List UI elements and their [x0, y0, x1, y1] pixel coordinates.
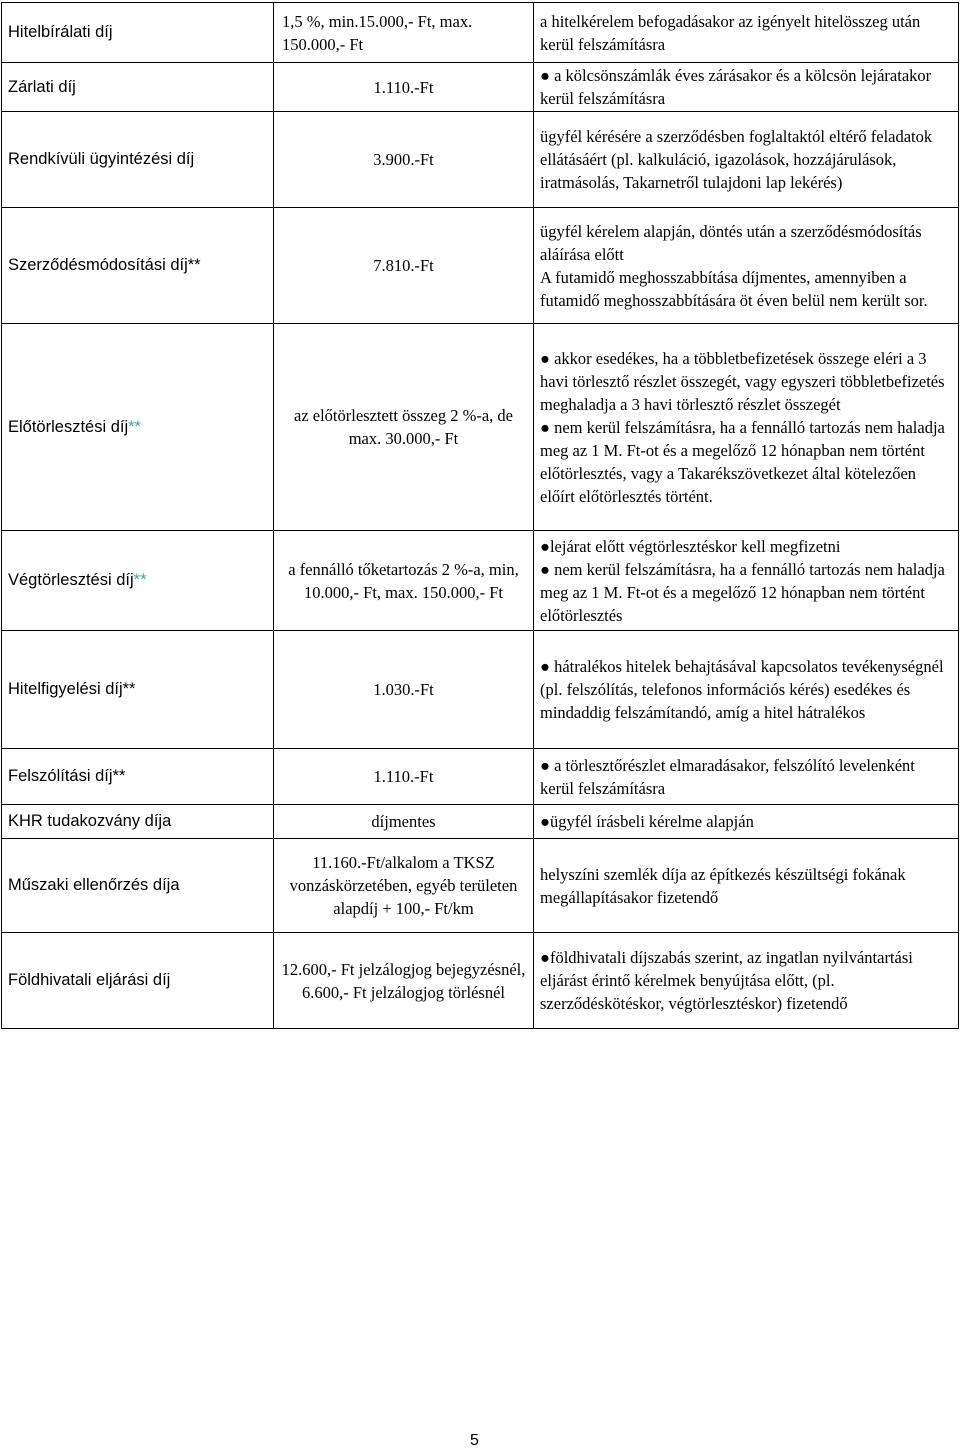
table-row	[2, 208, 959, 324]
fee-amount: 11.160.-Ft/alkalom a TKSZ vonzáskörzetében, egyéb területen alapdíj + 100,- Ft/km	[274, 839, 534, 933]
fee-name: Földhivatali eljárási díj	[2, 933, 274, 1029]
table-row	[2, 112, 959, 208]
description-paragraph: ●ügyfél írásbeli kérelme alapján	[540, 812, 754, 831]
fee-description	[534, 631, 959, 749]
description-paragraph: ● akkor esedékes, ha a többletbefizetések összege eléri a 3 havi törlesztő részlet összegét, vagy egyszeri többletbefizetés meghaladja a 3 havi törlesztő részlet összegét	[540, 348, 945, 414]
table-row	[2, 749, 959, 805]
fee-amount: díjmentes	[274, 805, 534, 839]
description-paragraph: ●lejárat előtt végtörlesztéskor kell megfizetni	[540, 536, 841, 556]
description-paragraph: ügyfél kérésére a szerződésben foglaltaktól eltérő feladatok ellátásáért (pl. kalkuláció, igazolások, hozzájárulások, iratmásolás, Takarnetről tulajdoni lap lekérés)	[540, 127, 933, 192]
fee-name: Rendkívüli ügyintézési díj	[2, 112, 274, 208]
fee-amount: az előtörlesztett összeg 2 %-a, de max. 30.000,- Ft	[274, 324, 534, 531]
page-number: 5	[470, 1432, 479, 1449]
description-paragraph: ● nem kerül felszámításra, ha a fennálló tartozás nem haladja meg az 1 M. Ft-ot és a megelőző 12 hónapban nem történt előtörlesztés	[540, 559, 945, 625]
fee-amount: 1.110.-Ft	[274, 749, 534, 805]
fee-amount: 12.600,- Ft jelzálogjog bejegyzésnél, 6.600,- Ft jelzálogjog törlésnél	[274, 933, 534, 1029]
fee-name: Felszólítási díj**	[2, 749, 274, 805]
fee-name: Zárlati díj	[2, 63, 274, 112]
description-paragraph: ● a törlesztőrészlet elmaradásakor, felszólító levelenként kerül felszámításra	[540, 755, 915, 798]
description-paragraph: ügyfél kérelem alapján, döntés után a szerződésmódosítás aláírása előtt	[540, 221, 922, 264]
footnote-mark: **	[133, 571, 147, 589]
fee-amount: 1.030.-Ft	[274, 631, 534, 749]
fee-name-text: Végtörlesztési díj	[8, 571, 134, 589]
description-paragraph: ● a kölcsönszámlák éves zárásakor és a kölcsön lejáratakor kerül felszámításra	[540, 66, 932, 108]
fee-amount: 1.110.-Ft	[274, 63, 534, 112]
fee-description	[534, 531, 959, 631]
table-row	[2, 805, 959, 839]
table-row	[2, 839, 959, 933]
fee-description	[534, 933, 959, 1029]
fee-amount: 3.900.-Ft	[274, 112, 534, 208]
table-row	[2, 531, 959, 631]
footnote-mark: **	[128, 417, 141, 436]
fee-name	[2, 531, 274, 631]
fee-name: Hitelfigyelési díj**	[2, 631, 274, 749]
fee-name: Hitelbírálati díj	[2, 3, 274, 63]
fee-description	[534, 63, 959, 112]
fee-description	[534, 3, 959, 63]
fee-description	[534, 749, 959, 805]
description-paragraph: ● nem kerül felszámításra, ha a fennálló tartozás nem haladja meg az 1 M. Ft-ot és a megelőző 12 hónapban nem történt előtörlesztés, vagy a Takarékszövetkezet által kötelezően előírt előtörlesztés történt.	[540, 417, 945, 506]
table-row	[2, 631, 959, 749]
fee-name: Szerződésmódosítási díj**	[2, 208, 274, 324]
fee-name: Műszaki ellenőrzés díja	[2, 839, 274, 933]
fee-table	[1, 2, 959, 1029]
fee-description	[534, 805, 959, 839]
fee-name	[2, 324, 274, 531]
description-paragraph: ● hátralékos hitelek behajtásával kapcsolatos tevékenységnél (pl. felszólítás, telefonos információs kérés) esedékes és mindaddig felszámítandó, amíg a hitel hátralékos	[540, 657, 944, 722]
table-row	[2, 63, 959, 112]
fee-description	[534, 112, 959, 208]
fee-amount: 7.810.-Ft	[274, 208, 534, 324]
description-paragraph: A futamidő meghosszabbítása díjmentes, amennyiben a futamidő meghosszabbítására öt éven belül nem került sor.	[540, 267, 928, 310]
table-row	[2, 324, 959, 531]
fee-amount: 1,5 %, min.15.000,- Ft, max. 150.000,- Ft	[274, 3, 534, 63]
fee-name-text: Előtörlesztési díj	[8, 417, 129, 436]
description-paragraph: ●földhivatali díjszabás szerint, az ingatlan nyilvántartási eljárást érintő kérelmek benyújtása előtt, (pl. szerződéskötéskor, végtörlesztéskor) fizetendő	[540, 948, 913, 1013]
fee-description	[534, 324, 959, 531]
table-row	[2, 933, 959, 1029]
fee-description	[534, 839, 959, 933]
fee-amount: a fennálló tőketartozás 2 %-a, min, 10.000,- Ft, max. 150.000,- Ft	[274, 531, 534, 631]
description-paragraph: helyszíni szemlék díja az építkezés készültségi fokának megállapításakor fizetendő	[540, 864, 906, 907]
fee-name: KHR tudakozvány díja	[2, 805, 274, 839]
description-paragraph: a hitelkérelem befogadásakor az igényelt hitelösszeg után kerül felszámításra	[540, 11, 921, 54]
fee-description	[534, 208, 959, 324]
table-row	[2, 3, 959, 63]
